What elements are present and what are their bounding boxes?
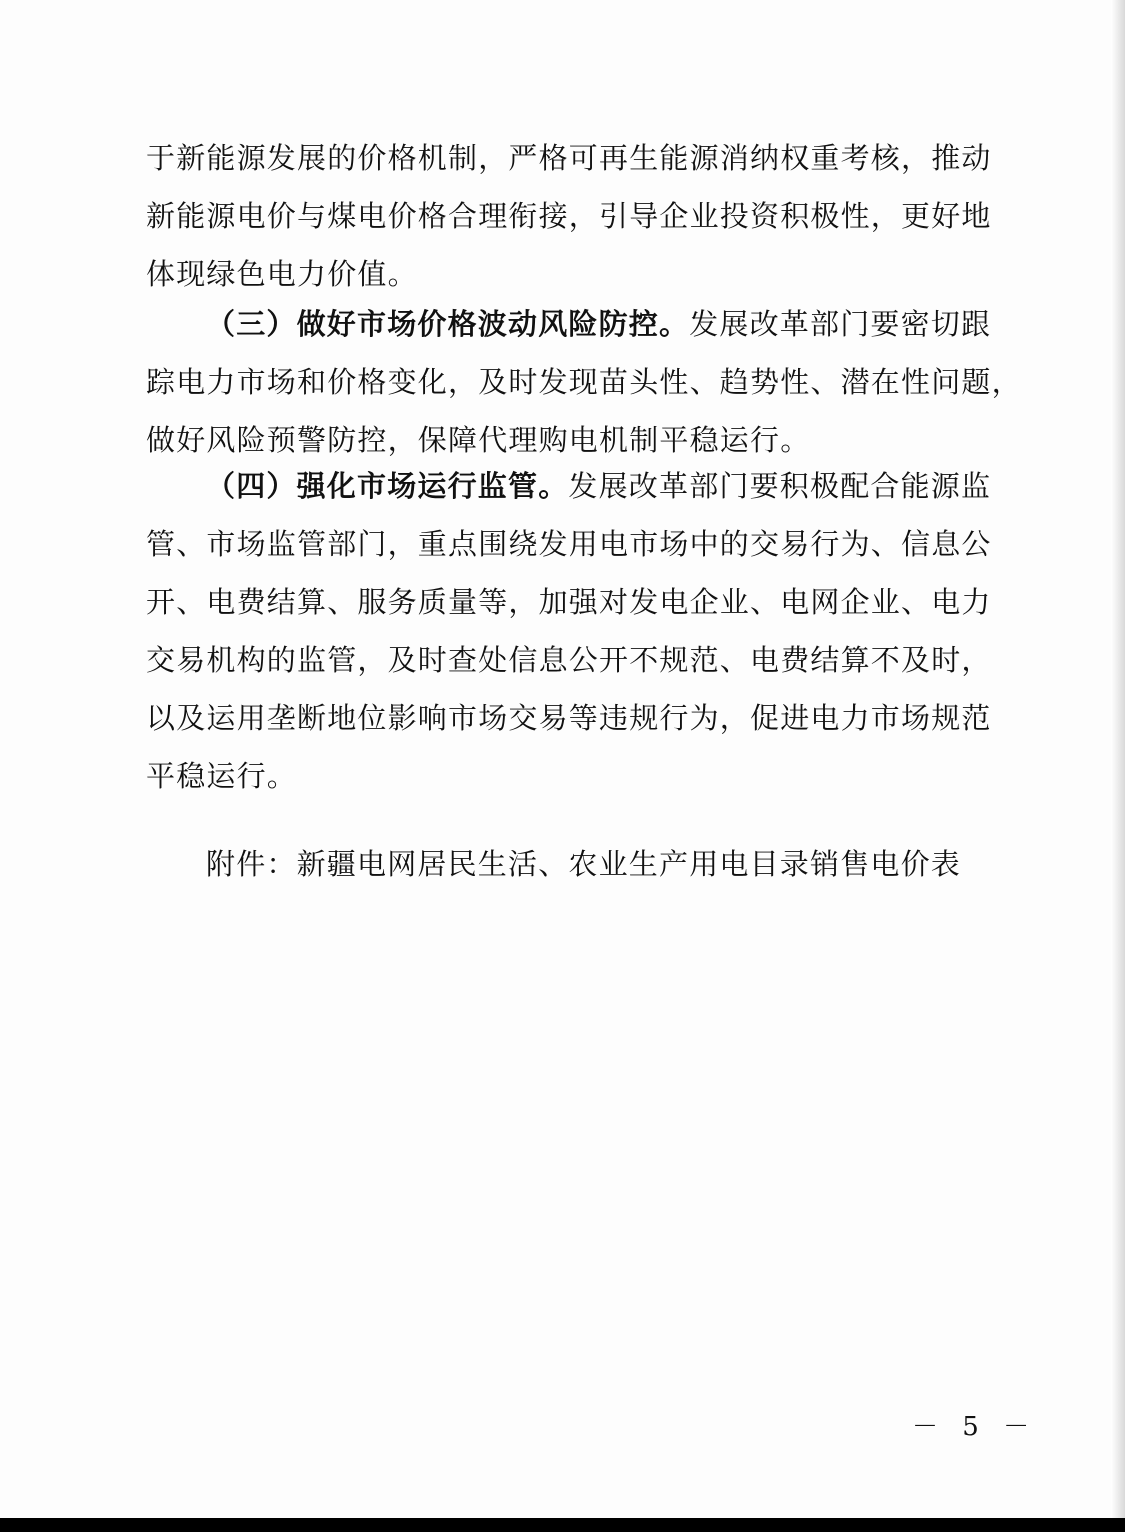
text-line: 踪电力市场和价格变化，及时发现苗头性、趋势性、潜在性问题， [146, 365, 1022, 399]
section-heading-4: （四）强化市场运行监管。 [206, 469, 569, 503]
text-line: 新能源电价与煤电价格合理衔接，引导企业投资积极性，更好地 [146, 199, 992, 233]
text-line: 开、电费结算、服务质量等，加强对发电企业、电网企业、电力 [146, 585, 992, 619]
text-segment: 发展改革部门要积极配合能源监 [568, 469, 992, 503]
text-line: 交易机构的监管，及时查处信息公开不规范、电费结算不及时， [146, 643, 992, 677]
text-line: 平稳运行。 [146, 759, 298, 793]
text-line [146, 457, 992, 515]
text-line: 以及运用垄断地位影响市场交易等违规行为，促进电力市场规范 [146, 701, 992, 735]
page-number: － 5 － [912, 1412, 1038, 1442]
attachment-note: 附件：新疆电网居民生活、农业生产用电目录销售电价表 [206, 847, 962, 881]
page-edge-shadow [1111, 0, 1125, 1518]
text-line: 管、市场监管部门，重点围绕发用电市场中的交易行为、信息公 [146, 527, 992, 561]
scan-bottom-border [0, 1518, 1125, 1532]
text-line: 体现绿色电力价值。 [146, 257, 418, 291]
text-line: 做好风险预警防控，保障代理购电机制平稳运行。 [146, 423, 811, 457]
text-line [146, 295, 992, 353]
section-heading-3: （三）做好市场价格波动风险防控。 [206, 307, 690, 341]
text-line: 于新能源发展的价格机制，严格可再生能源消纳权重考核，推动 [146, 141, 992, 175]
paragraph-risk-control [146, 295, 1022, 469]
text-segment: 发展改革部门要密切跟 [689, 307, 992, 341]
paragraph-price-mechanism [146, 129, 992, 303]
paragraph-market-supervision [146, 457, 992, 805]
